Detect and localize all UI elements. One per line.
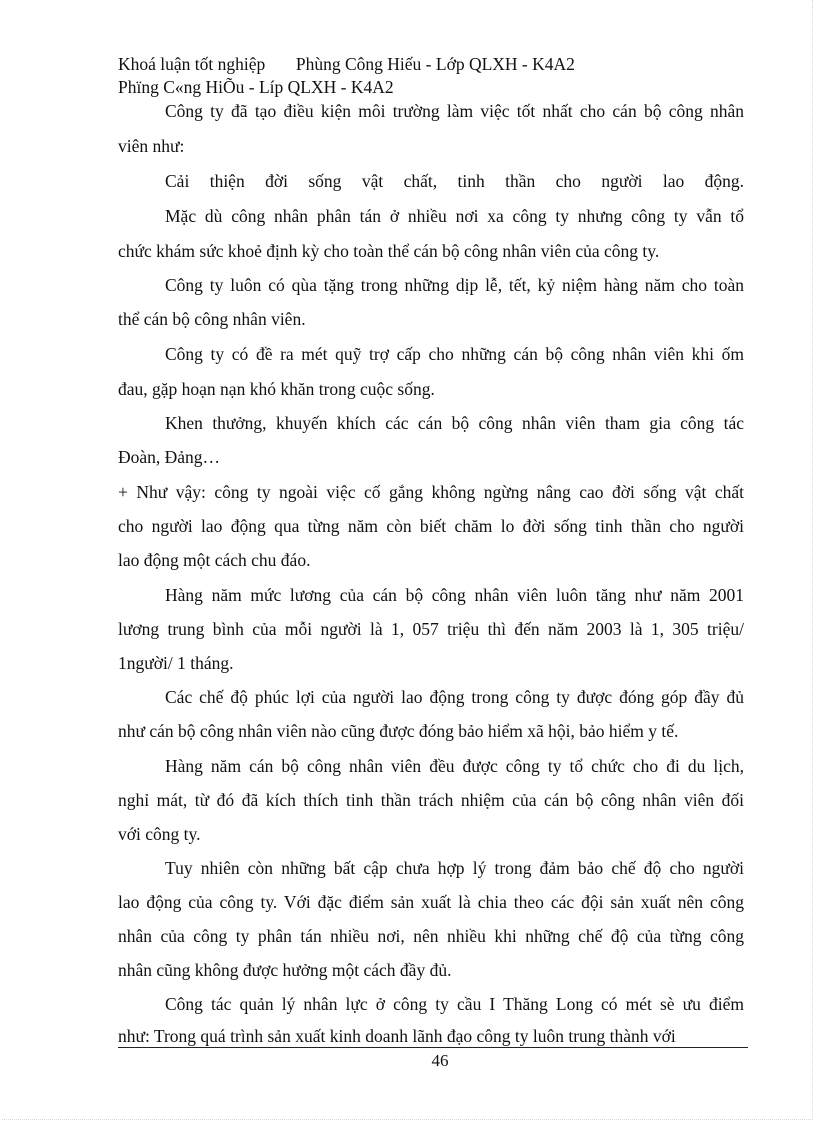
text-line: Công ty đã tạo điều kiện môi trường làm việc tốt nhất cho cán bộ công nhân xyxy=(165,101,744,121)
text-line: Công tác quản lý nhân lực ở công ty cầu I Thăng Long có mét sè ưu điểm xyxy=(165,994,744,1014)
text-line: viên như: xyxy=(118,136,185,156)
running-header: Khoá luận tốt nghiệp Phùng Công Hiếu - Lớp QLXH - K4A2 xyxy=(118,54,575,74)
text-line: cho người lao động qua từng năm còn biết chăm lo đời sống tinh thần cho người xyxy=(118,516,744,536)
page-number: 46 xyxy=(431,1051,449,1070)
footer-rule xyxy=(118,1047,748,1048)
text-line: Công ty có đề ra mét quỹ trợ cấp cho những cán bộ công nhân viên khi ốm xyxy=(165,344,744,364)
text-line: đau, gặp hoạn nạn khó khăn trong cuộc sống. xyxy=(118,379,435,399)
text-line: lao động của công ty. Với đặc điểm sản xuất là chia theo các đội sản xuất nên công xyxy=(118,892,744,912)
text-line: chức khám sức khoẻ định kỳ cho toàn thể cán bộ công nhân viên của công ty. xyxy=(118,241,660,261)
text-line: Khen thưởng, khuyến khích các cán bộ công nhân viên tham gia công tác xyxy=(165,413,744,433)
running-header-garbled: Phïng C«ng HiÕu - Líp QLXH - K4A2 xyxy=(118,77,394,97)
text-line: Đoàn, Đảng… xyxy=(118,447,221,467)
text-line: thể cán bộ công nhân viên. xyxy=(118,309,306,329)
text-line: Hàng năm mức lương của cán bộ công nhân viên luôn tăng như năm 2001 xyxy=(165,585,744,605)
text-line: lao động một cách chu đáo. xyxy=(118,550,311,570)
text-line: Các chế độ phúc lợi của người lao động trong công ty được đóng góp đầy đủ xyxy=(165,687,744,707)
text-line: lương trung bình của mỗi người là 1, 057 triệu thì đến năm 2003 là 1, 305 triệu/ xyxy=(118,619,744,639)
text-line: + Như vậy: công ty ngoài việc cố gắng không ngừng nâng cao đời sống vật chất xyxy=(118,482,744,502)
text-line: như cán bộ công nhân viên nào cũng được đóng bảo hiểm xã hội, bảo hiểm y tế. xyxy=(118,721,679,741)
text-line: với công ty. xyxy=(118,824,201,844)
text-line: như: Trong quá trình sản xuất kinh doanh lãnh đạo công ty luôn trung thành với xyxy=(118,1026,676,1046)
text-line: nghỉ mát, từ đó đã kích thích tinh thần trách nhiệm của cán bộ công nhân viên đối xyxy=(118,790,744,810)
text-line: Hàng năm cán bộ công nhân viên đều được công ty tổ chức cho đi du lịch, xyxy=(165,756,744,776)
text-line: nhân cũng không được hưởng một cách đầy đủ. xyxy=(118,960,452,980)
text-line: Mặc dù công nhân phân tán ở nhiều nơi xa công ty nhưng công ty vẫn tổ xyxy=(165,206,744,226)
text-line: nhân của công ty phân tán nhiều nơi, nên nhiều khi những chế độ của từng công xyxy=(118,926,744,946)
text-line: Công ty luôn có qùa tặng trong những dịp lễ, tết, kỷ niệm hàng năm cho toàn xyxy=(165,275,744,295)
text-line: Cải thiện đời sống vật chất, tinh thần cho người lao động. xyxy=(165,171,744,191)
text-line: Tuy nhiên còn những bất cập chưa hợp lý trong đảm bảo chế độ cho người xyxy=(165,858,744,878)
text-line: 1người/ 1 tháng. xyxy=(118,653,234,673)
